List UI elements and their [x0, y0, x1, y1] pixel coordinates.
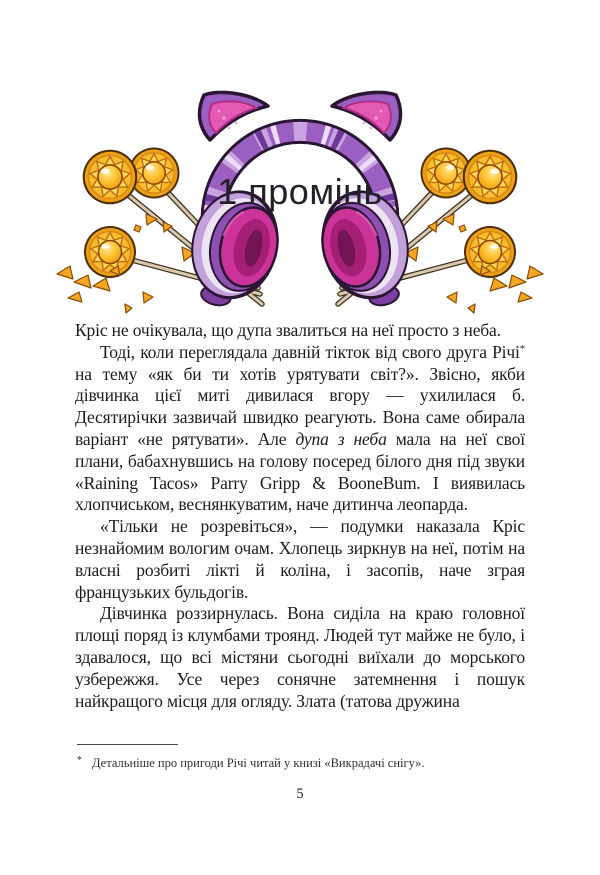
text-run: Кріс не очікувала, що дупа звалиться на неї просто з неба.: [75, 320, 501, 340]
text-run-italic: дупа з неба: [295, 428, 387, 449]
footnote-divider: [77, 744, 178, 745]
text-run: Дівчинка роззирнулась. Вона сиділа на краю головної площі поряд із клумбами троянд. Людей тут майже не було, і здавалося, що всі містяни сьогодні виїхали до морського узбережжя. Усе через сонячне затемнення і пошук найкращого місця для огляду. Злата (татова дружина: [75, 603, 525, 711]
footnote-reference: *: [519, 343, 525, 355]
text-run: Тоді, коли переглядала давній тікток від свого друга Річі: [100, 341, 520, 362]
paragraph: [75, 603, 525, 712]
page-number: 5: [296, 786, 304, 802]
footnote: [77, 753, 522, 771]
paragraph: [75, 342, 525, 516]
text-run: мала на неї свої плани, бабахнувшись на голову посеред білого дня під звуки «Raining Tacos» Parry Gripp & BooneBum. І виявилась хлопчиськом, веснянкуватим, наче дитинча леопарда.: [75, 428, 525, 515]
paragraph: [75, 320, 525, 342]
chapter-title: 1 промінь: [217, 171, 383, 212]
text-run: «Тільки не розревіться», — подумки наказала Кріс незнайомим вологим очам. Хлопець зиркнув на неї, потім на власні розбиті лікті й коліна, і засопів, наче зграя французьких бульдогів.: [75, 516, 525, 602]
footnote-text: Детальніше про пригоди Річі читай у книзі «Викрадачі снігу».: [92, 756, 425, 770]
chapter-illustration: [0, 0, 600, 330]
footnote-marker: *: [77, 755, 82, 766]
text-run: на тему «як би ти хотів урятувати світ?». Звісно, якби дівчинка цієї миті дивилася вгору — ухилилася б. Десятирічки зазвичай швидко реагують. Вона саме обирала варіант «не рятувати». Але: [75, 363, 525, 449]
body-text: [75, 320, 525, 712]
paragraph: [75, 516, 525, 603]
